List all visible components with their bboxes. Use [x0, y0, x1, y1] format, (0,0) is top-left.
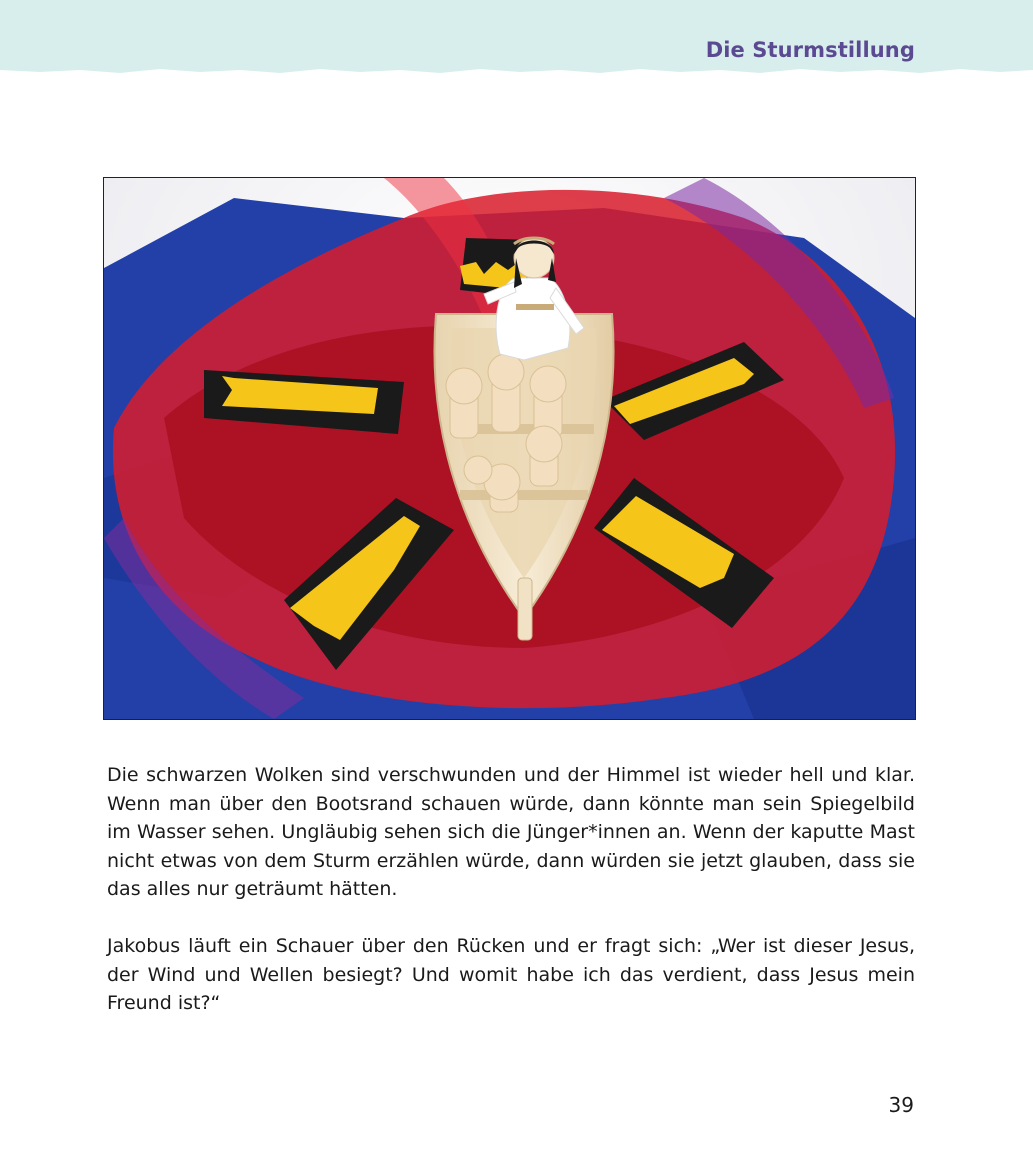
story-text — [107, 761, 915, 1018]
paragraph-2: Jakobus läuft ein Schauer über den Rücken und er fragt sich: „Wer ist dieser Jesus, der Wind und Wellen besiegt? Und womit habe ich das verdient, dass Jesus mein Freund ist?“ — [107, 935, 915, 1014]
running-header-title: Die Sturmstillung — [705, 38, 915, 62]
page-number: 39 — [888, 1093, 914, 1117]
paragraph-1: Die schwarzen Wolken sind verschwunden und der Himmel ist wieder hell und klar. Wenn man über den Bootsrand schauen würde, dann könnte man sein Spiegelbild im Wasser sehen. Ungläubig sehen sich die Jünger*innen an. Wenn der kaputte Mast nicht etwas von dem Sturm erzählen würde, dann würden sie jetzt glauben, dass sie das alles nur geträumt hätten. — [107, 764, 915, 900]
story-photo — [103, 177, 916, 720]
